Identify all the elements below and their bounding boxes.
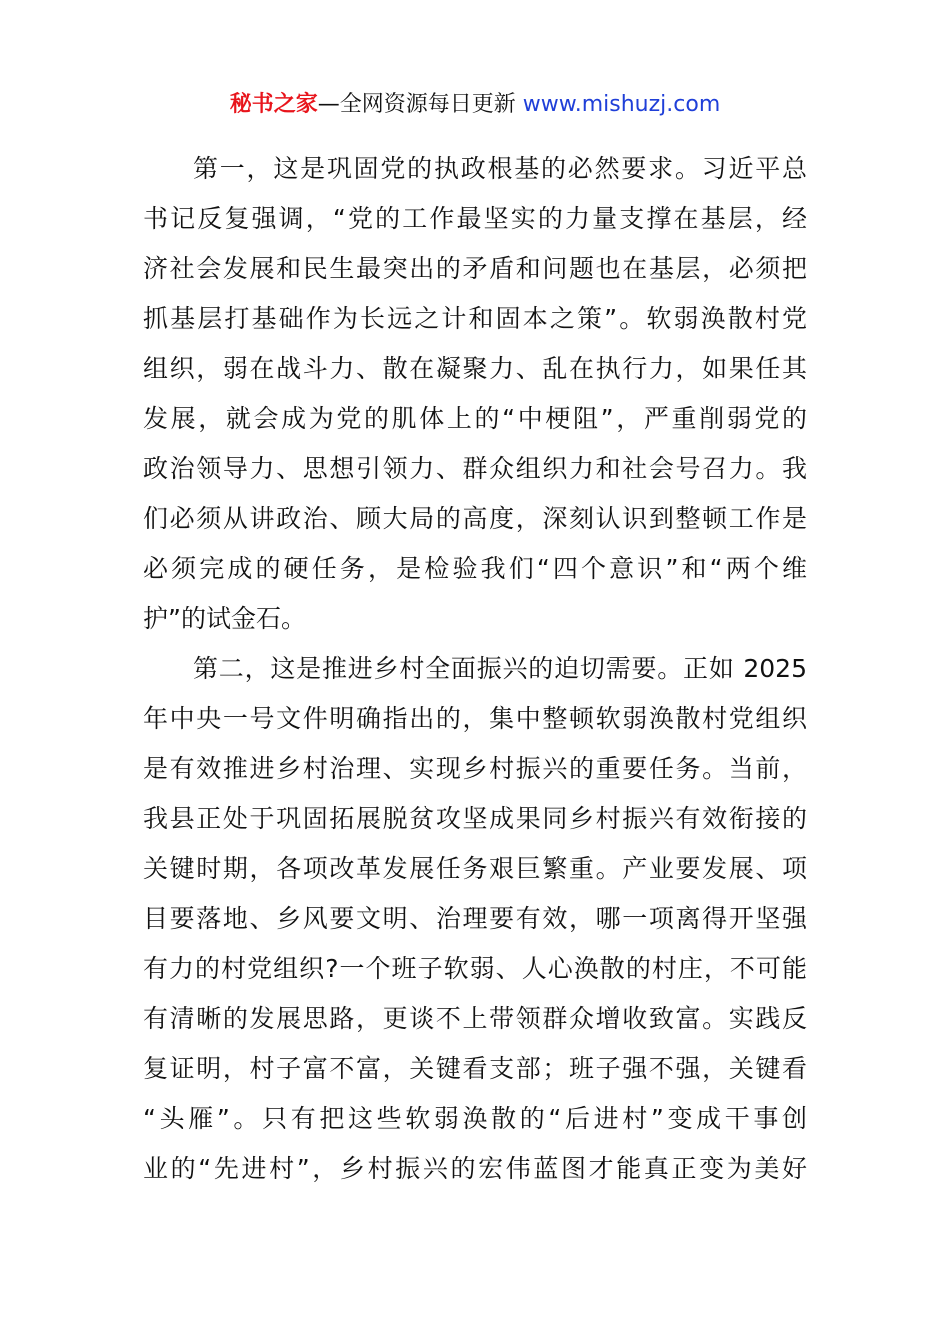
text-line: 护”的试金石。 (143, 604, 306, 633)
site-brand: 秘书之家 (229, 92, 318, 117)
text-line: 有力的村党组织?一个班子软弱、人心涣散的村庄，不可能 (143, 954, 807, 983)
site-url-link[interactable]: www.mishuzj.com (522, 92, 721, 117)
site-tagline: —全网资源每日更新 (317, 92, 523, 117)
text-line: 书记反复强调，“党的工作最坚实的力量支撑在基层，经 (143, 204, 807, 233)
document-body (143, 144, 807, 1194)
text-line: 年中央一号文件明确指出的，集中整顿软弱涣散村党组织 (143, 704, 807, 733)
text-line: 目要落地、乡风要文明、治理要有效，哪一项离得开坚强 (143, 904, 807, 933)
text-line: 必须完成的硬任务，是检验我们“四个意识”和“两个维 (143, 554, 807, 583)
text-line: 有清晰的发展思路，更谈不上带领群众增收致富。实践反 (143, 1004, 807, 1033)
text-line: 业的“先进村”，乡村振兴的宏伟蓝图才能真正变为美好 (143, 1154, 807, 1183)
text-line: 我县正处于巩固拓展脱贫攻坚成果同乡村振兴有效衔接的 (143, 804, 807, 833)
text-line: “头雁”。只有把这些软弱涣散的“后进村”变成干事创 (143, 1104, 807, 1133)
document-header (0, 88, 950, 122)
text-line: 第二，这是推进乡村全面振兴的迫切需要。正如 2025 (193, 654, 807, 683)
text-line: 政治领导力、思想引领力、群众组织力和社会号召力。我 (143, 454, 807, 483)
paragraph-2 (143, 644, 807, 1194)
text-line: 抓基层打基础作为长远之计和固本之策”。软弱涣散村党 (143, 304, 807, 333)
text-line: 复证明，村子富不富，关键看支部；班子强不强，关键看 (143, 1054, 807, 1083)
text-line: 们必须从讲政治、顾大局的高度，深刻认识到整顿工作是 (143, 504, 807, 533)
text-line: 组织，弱在战斗力、散在凝聚力、乱在执行力，如果任其 (143, 354, 807, 383)
text-line: 发展，就会成为党的肌体上的“中梗阻”，严重削弱党的 (143, 404, 807, 433)
text-line: 济社会发展和民生最突出的矛盾和问题也在基层，必须把 (143, 254, 807, 283)
text-line: 是有效推进乡村治理、实现乡村振兴的重要任务。当前， (143, 754, 807, 783)
paragraph-1 (143, 144, 807, 644)
text-line: 关键时期，各项改革发展任务艰巨繁重。产业要发展、项 (143, 854, 807, 883)
text-line: 第一，这是巩固党的执政根基的必然要求。习近平总 (193, 154, 807, 183)
